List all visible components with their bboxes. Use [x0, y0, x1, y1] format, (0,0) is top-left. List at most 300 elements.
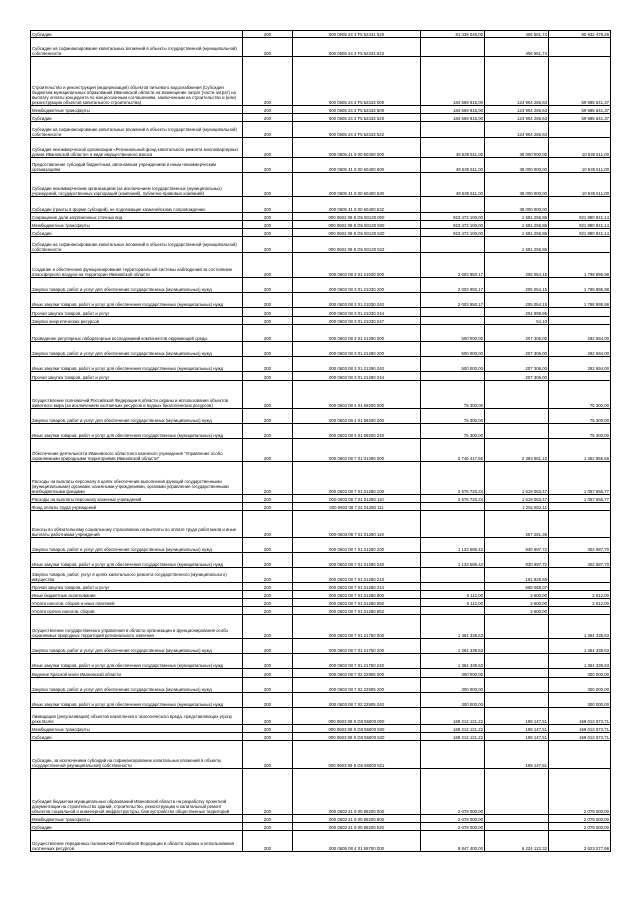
- table-cell-kbk: 000 0603 08 3 01 21290 000: [293, 325, 421, 342]
- table-cell-kbk: 000 0603 08 9 G8 55000 000: [293, 708, 421, 725]
- table-row: [31, 342, 611, 357]
- table-cell-unexecuted: 10 539 511,00: [549, 158, 611, 173]
- table-cell-kbk: 000 0505 41 9 00 60400 600: [293, 158, 421, 173]
- table-cell-unexecuted: 168 012 973,71: [549, 733, 611, 741]
- table-cell-kbk: 000 0603 08 7 01 01280 000: [293, 439, 421, 462]
- table-row: [31, 357, 611, 372]
- table-cell-kbk: 000 0505 24 3 F5 52432 500: [293, 106, 421, 114]
- table-cell-name: Субсидии (гранты в форме субсидий), не подлежащие казначейскому сопровождению: [31, 197, 243, 213]
- table-cell-name: Субсидии некоммерческим организациям (за исключением государственных (муниципальных) учреждений, государственных корпораций (компаний), публично-правовых компаний): [31, 173, 243, 197]
- table-cell-unexecuted: [549, 38, 611, 57]
- table-cell-approved: 300 000,00: [421, 693, 485, 708]
- table-cell-unexecuted: 1 057 656,77: [549, 462, 611, 495]
- table-cell-unexecuted: 1 798 895,98: [549, 293, 611, 308]
- table-cell-code: 200: [243, 308, 293, 317]
- table-cell-approved: 75 300,00: [421, 424, 485, 439]
- table-cell-unexecuted: 300 000,00: [549, 669, 611, 678]
- table-cell-code: 200: [243, 138, 293, 158]
- table-row: [31, 639, 611, 654]
- table-row: [31, 424, 611, 439]
- table-row: [31, 317, 611, 325]
- table-cell-approved: 1 364 339,63: [421, 654, 485, 669]
- table-cell-name: Иные закупки товаров, работ и услуг для обеспечения государственных (муниципальных) нужд: [31, 357, 243, 372]
- table-cell-executed: 205 054,15: [485, 253, 549, 278]
- table-cell-name: Межбюджетные трансферты: [31, 725, 243, 733]
- table-body: [31, 31, 611, 852]
- table-cell-approved: 923 472 100,00: [421, 229, 485, 237]
- table-cell-name: Предоставление субсидий бюджетным, автономным учреждениям и иным некоммерческим организациям: [31, 158, 243, 173]
- table-row: [31, 462, 611, 495]
- table-cell-name: Закупка товаров, работ и услуг для обеспечения государственных (муниципальных) нужд: [31, 278, 243, 293]
- table-cell-kbk: 000 0505 41 9 00 60400 630: [293, 173, 421, 197]
- table-cell-name: Закупка товаров, работ и услуг для обеспечения государственных (муниципальных) нужд: [31, 342, 243, 357]
- table-cell-executed: 3 500,00: [485, 591, 549, 599]
- table-cell-approved: 1 364 339,63: [421, 615, 485, 639]
- table-cell-code: 200: [243, 357, 293, 372]
- table-cell-unexecuted: 921 880 841,14: [549, 213, 611, 221]
- table-cell-name: Сокращение доли загрязненных сточных вод: [31, 213, 243, 221]
- table-cell-code: 200: [243, 733, 293, 741]
- table-cell-approved: 1 133 585,42: [421, 538, 485, 553]
- table-cell-kbk: 000 0603 08 7 01 01280 800: [293, 591, 421, 599]
- table-cell-approved: [421, 511, 485, 538]
- table-cell-executed: 205 054,15: [485, 293, 549, 308]
- table-cell-kbk: 000 0603 08 9 G8 55000 500: [293, 725, 421, 733]
- table-cell-code: 200: [243, 503, 293, 511]
- table-cell-executed: 38 000 000,00: [485, 138, 549, 158]
- table-cell-approved: 300 000,00: [421, 678, 485, 693]
- table-cell-code: 200: [243, 38, 293, 57]
- table-cell-kbk: 000 0602 08 8 G6 50130 520: [293, 229, 421, 237]
- table-row: [31, 229, 611, 237]
- table-cell-executed: 1 251 802,11: [485, 503, 549, 511]
- table-cell-unexecuted: 75 300,00: [549, 409, 611, 424]
- table-cell-executed: [485, 823, 549, 831]
- table-row: [31, 669, 611, 678]
- table-cell-name: Осуществление переданных полномочий Российской Федерации в области охраны и использования охотничьих ресурсов: [31, 831, 243, 852]
- budget-execution-table: [30, 30, 611, 852]
- table-row: [31, 583, 611, 591]
- table-cell-code: 200: [243, 197, 293, 213]
- table-cell-kbk: 000 0603 08 7 01 21750 000: [293, 615, 421, 639]
- table-cell-unexecuted: 292 694,00: [549, 357, 611, 372]
- table-cell-approved: 2 003 950,17: [421, 278, 485, 293]
- table-row: [31, 439, 611, 462]
- table-row: [31, 733, 611, 741]
- table-cell-executed: 124 904 266,63: [485, 122, 549, 138]
- table-cell-name: Субсидии, за исключением субсидий на софинансирование капитальных вложений в объекты государственной (муниципальной) собственности: [31, 741, 243, 769]
- table-cell-unexecuted: [549, 503, 611, 511]
- table-cell-kbk: 000 0603 08 3 01 21030 244: [293, 308, 421, 317]
- table-cell-approved: [421, 583, 485, 591]
- table-cell-unexecuted: 59 985 641,37: [549, 106, 611, 114]
- table-cell-code: 200: [243, 229, 293, 237]
- table-cell-unexecuted: [549, 372, 611, 381]
- table-cell-executed: 1 519 063,47: [485, 462, 549, 495]
- table-cell-executed: 267 261,36: [485, 511, 549, 538]
- table-cell-name: Расходы на выплаты персоналу казенных учреждений: [31, 495, 243, 503]
- table-cell-approved: 48 539 511,00: [421, 173, 485, 197]
- table-cell-name: Взносы по обязательному социальному страхованию на выплаты по оплате труда работников и иные выплаты работникам учреждений: [31, 511, 243, 538]
- table-cell-kbk: 000 0505 24 3 F5 52431 522: [293, 38, 421, 57]
- table-cell-name: Субсидии: [31, 31, 243, 38]
- table-cell-approved: [421, 317, 485, 325]
- table-cell-executed: 406 561,74: [485, 38, 549, 57]
- table-cell-executed: 830 997,72: [485, 538, 549, 553]
- table-cell-unexecuted: 75 300,00: [549, 424, 611, 439]
- table-cell-executed: 1 519 063,47: [485, 495, 549, 503]
- table-cell-code: 200: [243, 317, 293, 325]
- table-cell-name: Расходы на выплаты персоналу в целях обеспечения выполнения функций государственными (муниципальными) органами, казенными учреждениями, органами управления государственными внебюджетными фондами: [31, 462, 243, 495]
- table-row: [31, 495, 611, 503]
- table-cell-executed: 38 000 000,00: [485, 158, 549, 173]
- table-row: [31, 607, 611, 615]
- table-cell-name: Закупка товаров, работ и услуг для обеспечения государственных (муниципальных) нужд: [31, 409, 243, 424]
- table-cell-code: 200: [243, 725, 293, 733]
- table-cell-kbk: 000 0603 08 7 01 01280 100: [293, 462, 421, 495]
- table-cell-approved: 48 539 511,00: [421, 138, 485, 158]
- table-cell-approved: 168 212 121,22: [421, 733, 485, 741]
- table-cell-approved: 2 576 720,24: [421, 495, 485, 503]
- table-cell-kbk: 000 0505 41 9 00 60400 000: [293, 138, 421, 158]
- table-row: [31, 599, 611, 607]
- table-cell-unexecuted: [549, 197, 611, 213]
- table-cell-code: 200: [243, 106, 293, 114]
- table-cell-kbk: 000 0603 08 7 01 01280 111: [293, 503, 421, 511]
- table-cell-approved: [421, 197, 485, 213]
- table-cell-kbk: 000 0603 08 3 01 21290 244: [293, 372, 421, 381]
- table-cell-unexecuted: [549, 308, 611, 317]
- table-cell-approved: 184 669 915,00: [421, 106, 485, 114]
- table-cell-kbk: 000 0603 08 7 01 21750 200: [293, 639, 421, 654]
- table-cell-approved: [421, 308, 485, 317]
- table-cell-executed: 199 147,51: [485, 708, 549, 725]
- table-cell-executed: [485, 693, 549, 708]
- table-cell-code: 200: [243, 511, 293, 538]
- table-cell-executed: [485, 678, 549, 693]
- table-cell-executed: 205 054,15: [485, 278, 549, 293]
- table-cell-unexecuted: [549, 122, 611, 138]
- table-cell-name: Субсидия некоммерческой организации «Региональный фонд капитального ремонта многоквартирных домов Ивановской области» в виде имущественного взноса: [31, 138, 243, 158]
- table-cell-kbk: 000 0505 24 3 F5 52432 522: [293, 122, 421, 138]
- table-cell-kbk: 000 0603 08 3 01 21030 247: [293, 317, 421, 325]
- table-cell-kbk: 000 0603 08 7 01 01280 850: [293, 599, 421, 607]
- table-cell-approved: 184 669 915,00: [421, 57, 485, 106]
- table-cell-code: 200: [243, 114, 293, 122]
- table-cell-kbk: 000 0603 08 3 01 21030 000: [293, 253, 421, 278]
- table-row: [31, 293, 611, 308]
- table-cell-name: Субсидии: [31, 733, 243, 741]
- table-cell-kbk: 000 0505 24 3 F5 52431 520: [293, 31, 421, 38]
- table-cell-approved: 2 576 720,24: [421, 462, 485, 495]
- table-cell-name: Прочая закупка товаров, работ и услуг: [31, 583, 243, 591]
- table-cell-approved: 3 746 417,66: [421, 439, 485, 462]
- table-cell-name: Межбюджетные трансферты: [31, 221, 243, 229]
- table-cell-unexecuted: [549, 607, 611, 615]
- table-cell-executed: 207 306,00: [485, 372, 549, 381]
- table-cell-code: 200: [243, 831, 293, 852]
- table-cell-code: 200: [243, 553, 293, 568]
- table-cell-unexecuted: 1 057 656,77: [549, 495, 611, 503]
- table-cell-approved: 500 000,00: [421, 357, 485, 372]
- table-cell-code: 200: [243, 607, 293, 615]
- table-cell-unexecuted: 3 623 277,68: [549, 831, 611, 852]
- table-row: [31, 197, 611, 213]
- table-cell-executed: 124 904 266,63: [485, 106, 549, 114]
- table-cell-name: Создание и обеспечение функционирования территориальной системы наблюдений за состоянием атмосферного воздуха на территории Ивановской области: [31, 253, 243, 278]
- table-cell-unexecuted: 168 012 973,71: [549, 725, 611, 733]
- table-row: [31, 591, 611, 599]
- table-row: [31, 106, 611, 114]
- table-cell-code: 200: [243, 381, 293, 409]
- table-row: [31, 57, 611, 106]
- table-cell-name: Иные закупки товаров, работ и услуг для обеспечения государственных (муниципальных) нужд: [31, 553, 243, 568]
- table-cell-name: Ликвидация (рекультивация) объектов накопленного экологического вреда, представляющих угрозу реке Волге: [31, 708, 243, 725]
- table-cell-code: 200: [243, 31, 293, 38]
- table-cell-executed: 161 929,65: [485, 568, 549, 583]
- table-cell-code: 200: [243, 253, 293, 278]
- table-cell-unexecuted: 1 362 856,56: [549, 439, 611, 462]
- table-cell-name: Межбюджетные трансферты: [31, 106, 243, 114]
- table-cell-approved: [421, 38, 485, 57]
- table-cell-name: Прочая закупка товаров, работ и услуг: [31, 308, 243, 317]
- table-cell-unexecuted: 292 694,00: [549, 325, 611, 342]
- table-cell-approved: 300 000,00: [421, 669, 485, 678]
- table-cell-kbk: 000 0603 08 9 G8 55000 520: [293, 733, 421, 741]
- table-cell-name: Осуществление полномочий Российской Федерации в области охраны и использования объектов животного мира (за исключением охотничьих ресурсов и водных биологических ресурсов): [31, 381, 243, 409]
- table-row: [31, 38, 611, 57]
- table-cell-unexecuted: 921 880 841,14: [549, 221, 611, 229]
- table-cell-approved: 168 212 121,22: [421, 708, 485, 725]
- table-cell-unexecuted: 1 364 339,63: [549, 639, 611, 654]
- table-cell-executed: [485, 654, 549, 669]
- table-cell-code: 200: [243, 599, 293, 607]
- table-cell-code: 200: [243, 741, 293, 769]
- table-cell-unexecuted: 2 612,00: [549, 599, 611, 607]
- table-row: [31, 325, 611, 342]
- table-cell-code: 200: [243, 342, 293, 357]
- table-cell-kbk: 000 0605 08 4 01 59700 000: [293, 831, 421, 852]
- table-cell-name: Субсидии: [31, 229, 243, 237]
- table-row: [31, 114, 611, 122]
- table-cell-name: Прочая закупка товаров, работ и услуг: [31, 372, 243, 381]
- table-cell-kbk: 000 0603 41 9 00 86200 000: [293, 769, 421, 815]
- table-cell-kbk: 000 0603 08 7 02 22905 240: [293, 693, 421, 708]
- table-cell-kbk: 000 0602 08 8 G6 50130 000: [293, 213, 421, 221]
- table-row: [31, 815, 611, 823]
- table-cell-unexecuted: [549, 317, 611, 325]
- table-cell-approved: [421, 237, 485, 253]
- table-cell-unexecuted: 75 300,00: [549, 381, 611, 409]
- table-cell-code: 200: [243, 678, 293, 693]
- table-cell-name: Осуществление государственного управления в области организации и функционирования особо охраняемых природных территорий регионального значения: [31, 615, 243, 639]
- table-cell-kbk: 000 0603 08 7 01 01280 119: [293, 511, 421, 538]
- table-cell-executed: 54,10: [485, 317, 549, 325]
- table-cell-approved: 500 000,00: [421, 342, 485, 357]
- table-cell-code: 200: [243, 769, 293, 815]
- table-cell-name: Субсидии на софинансирование капитальных вложений в объекты государственной (муниципальной) собственности: [31, 38, 243, 57]
- table-cell-executed: 124 904 266,63: [485, 57, 549, 106]
- table-cell-approved: [421, 607, 485, 615]
- table-cell-name: Иные закупки товаров, работ и услуг для обеспечения государственных (муниципальных) нужд: [31, 654, 243, 669]
- table-row: [31, 221, 611, 229]
- table-cell-approved: 2 079 000,00: [421, 823, 485, 831]
- table-cell-executed: 3 500,00: [485, 599, 549, 607]
- table-cell-code: 200: [243, 372, 293, 381]
- table-cell-executed: 669 068,07: [485, 583, 549, 591]
- table-row: [31, 511, 611, 538]
- table-cell-unexecuted: 1 798 895,98: [549, 278, 611, 293]
- table-cell-executed: 2 383 561,10: [485, 439, 549, 462]
- table-row: [31, 122, 611, 138]
- table-cell-code: 200: [243, 278, 293, 293]
- table-cell-approved: 2 003 950,17: [421, 253, 485, 278]
- table-cell-approved: 1 364 339,63: [421, 639, 485, 654]
- table-cell-code: 200: [243, 237, 293, 253]
- table-row: [31, 823, 611, 831]
- table-cell-unexecuted: [549, 511, 611, 538]
- table-row: [31, 615, 611, 639]
- table-cell-kbk: 000 0603 08 7 01 01280 852: [293, 607, 421, 615]
- table-cell-executed: [485, 381, 549, 409]
- table-cell-name: Обеспечение деятельности Ивановского областного казенного учреждения "Управление особо охраняемыми природными территориями Ивановской области": [31, 439, 243, 462]
- table-cell-executed: 1 591 258,86: [485, 237, 549, 253]
- table-cell-unexecuted: 10 539 511,00: [549, 138, 611, 158]
- table-cell-executed: 1 591 258,86: [485, 221, 549, 229]
- table-cell-kbk: 000 0603 08 7 01 21750 240: [293, 654, 421, 669]
- table-cell-kbk: 000 0505 41 9 00 60400 632: [293, 197, 421, 213]
- table-cell-code: 200: [243, 409, 293, 424]
- table-cell-name: Закупка товаров, работ и услуг для обеспечения государственных (муниципальных) нужд: [31, 538, 243, 553]
- table-cell-unexecuted: 1 364 339,63: [549, 654, 611, 669]
- table-cell-name: Уплата прочих налогов, сборов: [31, 607, 243, 615]
- table-cell-name: Субсидии на софинансирование капитальных вложений в объекты государственной (муниципальной) собственности: [31, 122, 243, 138]
- table-cell-unexecuted: 59 985 641,37: [549, 57, 611, 106]
- table-row: [31, 173, 611, 197]
- table-row: [31, 708, 611, 725]
- table-cell-unexecuted: 2 612,00: [549, 591, 611, 599]
- table-cell-executed: [485, 769, 549, 815]
- table-row: [31, 409, 611, 424]
- table-cell-unexecuted: 921 880 841,14: [549, 229, 611, 237]
- table-row: [31, 213, 611, 221]
- table-cell-kbk: 000 0505 24 3 F5 52432 000: [293, 57, 421, 106]
- table-cell-unexecuted: 292 694,00: [549, 342, 611, 357]
- table-cell-approved: 48 539 511,00: [421, 158, 485, 173]
- table-cell-unexecuted: 1 364 339,63: [549, 615, 611, 639]
- table-cell-name: Закупка энергетических ресурсов: [31, 317, 243, 325]
- table-row: [31, 138, 611, 158]
- table-cell-code: 200: [243, 57, 293, 106]
- report-page: [30, 30, 610, 852]
- table-cell-code: 200: [243, 815, 293, 823]
- table-row: [31, 372, 611, 381]
- table-cell-executed: 207 306,00: [485, 357, 549, 372]
- table-cell-kbk: 000 0603 08 7 02 22905 000: [293, 669, 421, 678]
- table-cell-name: Уплата налогов, сборов и иных платежей: [31, 599, 243, 607]
- table-cell-code: 200: [243, 325, 293, 342]
- table-cell-unexecuted: [549, 583, 611, 591]
- table-cell-code: 200: [243, 538, 293, 553]
- table-cell-unexecuted: 80 932 478,26: [549, 31, 611, 38]
- table-cell-approved: 184 669 915,00: [421, 114, 485, 122]
- table-row: [31, 568, 611, 583]
- table-cell-executed: 207 306,00: [485, 325, 549, 342]
- table-cell-unexecuted: 302 587,70: [549, 538, 611, 553]
- table-cell-name: Субсидии: [31, 823, 243, 831]
- table-cell-executed: 1 591 258,86: [485, 213, 549, 221]
- table-row: [31, 769, 611, 815]
- table-cell-executed: 199 147,51: [485, 741, 549, 769]
- table-cell-executed: 1 591 258,86: [485, 229, 549, 237]
- table-cell-code: 200: [243, 158, 293, 173]
- table-row: [31, 654, 611, 669]
- table-cell-name: Строительство и реконструкция (модернизация) объектов питьевого водоснабжения (Субсидия бюджетам муниципальных образований Ивановской области на возмещение затрат (части затрат) на выплату оплаты концедента по концессионным соглашениям, заключенным на строительство и (или) реконструкцию объектов капитального строительства): [31, 57, 243, 106]
- table-cell-code: 200: [243, 462, 293, 495]
- table-cell-approved: 1 133 585,42: [421, 553, 485, 568]
- table-row: [31, 831, 611, 852]
- table-cell-name: Иные закупки товаров, работ и услуг для обеспечения государственных (муниципальных) нужд: [31, 293, 243, 308]
- table-cell-unexecuted: 59 985 641,37: [549, 114, 611, 122]
- table-cell-unexecuted: 1 798 895,98: [549, 253, 611, 278]
- table-cell-kbk: 000 0603 08 3 01 21290 240: [293, 357, 421, 372]
- table-cell-code: 200: [243, 654, 293, 669]
- table-cell-executed: [485, 615, 549, 639]
- table-cell-code: 200: [243, 424, 293, 439]
- table-cell-name: Субсидия бюджетам муниципальных образований Ивановской области на разработку проектной документации на строительство зданий, строительство, реконструкцию и капитальный ремонт объектов социальной и инженерной инфраструктуры, благоустройство общественных территорий: [31, 769, 243, 815]
- table-cell-unexecuted: [549, 237, 611, 253]
- table-cell-executed: 207 306,00: [485, 342, 549, 357]
- table-cell-name: Закупка товаров, работ и услуг для обеспечения государственных (муниципальных) нужд: [31, 639, 243, 654]
- table-cell-executed: 38 000 000,00: [485, 197, 549, 213]
- table-row: [31, 158, 611, 173]
- table-cell-kbk: 000 0603 08 7 01 01280 200: [293, 538, 421, 553]
- table-cell-unexecuted: 168 012 973,71: [549, 708, 611, 725]
- table-cell-kbk: 000 0602 08 8 G6 50130 522: [293, 237, 421, 253]
- table-cell-name: Закупка товаров, работ и услуг для обеспечения государственных (муниципальных) нужд: [31, 678, 243, 693]
- table-cell-code: 200: [243, 213, 293, 221]
- table-cell-approved: 168 212 121,22: [421, 725, 485, 733]
- table-cell-kbk: 000 0603 08 7 01 01280 110: [293, 495, 421, 503]
- table-cell-executed: 406 561,74: [485, 31, 549, 38]
- table-cell-code: 200: [243, 693, 293, 708]
- table-cell-executed: 3 500,00: [485, 607, 549, 615]
- table-cell-unexecuted: 2 079 000,00: [549, 769, 611, 815]
- table-cell-name: Фонд оплаты труда учреждений: [31, 503, 243, 511]
- table-cell-unexecuted: [549, 568, 611, 583]
- table-row: [31, 538, 611, 553]
- table-cell-approved: [421, 741, 485, 769]
- table-cell-code: 200: [243, 122, 293, 138]
- table-cell-executed: [485, 639, 549, 654]
- table-cell-kbk: 000 0603 08 3 01 21030 240: [293, 293, 421, 308]
- table-row: [31, 253, 611, 278]
- table-cell-approved: 75 300,00: [421, 409, 485, 424]
- table-cell-approved: 923 472 100,00: [421, 221, 485, 229]
- table-row: [31, 381, 611, 409]
- table-cell-executed: [485, 669, 549, 678]
- table-cell-name: Субсидии на софинансирование капитальных вложений в объекты государственной (муниципальной) собственности: [31, 237, 243, 253]
- table-cell-approved: [421, 372, 485, 381]
- table-cell-approved: 2 079 000,00: [421, 769, 485, 815]
- table-cell-executed: 199 147,51: [485, 725, 549, 733]
- table-cell-kbk: 000 0603 41 9 00 86200 520: [293, 823, 421, 831]
- table-cell-executed: 204 999,95: [485, 308, 549, 317]
- table-cell-name: Межбюджетные трансферты: [31, 815, 243, 823]
- table-cell-executed: 6 224 122,32: [485, 831, 549, 852]
- table-cell-executed: [485, 815, 549, 823]
- table-row: [31, 278, 611, 293]
